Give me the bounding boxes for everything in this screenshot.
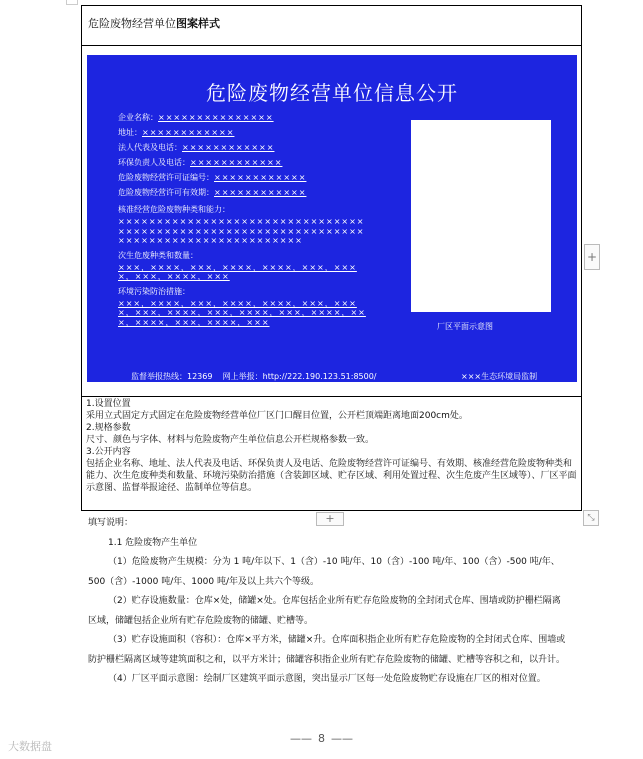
- site-plan-caption: 厂区平面示意图: [437, 322, 493, 331]
- note-heading-3: 3.公开内容: [86, 447, 131, 457]
- capability-label: 核准经营危险废物种类和能力：: [118, 205, 230, 214]
- note-heading-2: 2.规格参数: [86, 423, 131, 433]
- field-legal-rep: 法人代表及电话：××××××××××××: [118, 143, 275, 152]
- board-info-list: [118, 110, 368, 327]
- field-address: 地址：××××××××××××: [118, 128, 235, 137]
- field-env-manager: 环保负责人及电话：××××××××××××: [118, 158, 283, 167]
- instructions-title: 填写说明：: [88, 518, 134, 528]
- board-notes: [82, 396, 581, 494]
- site-plan-placeholder: [411, 120, 551, 312]
- table-header-row: [82, 6, 581, 46]
- page-number: —— 8 ——: [290, 732, 353, 745]
- add-column-button[interactable]: +: [584, 244, 600, 270]
- note-text-3: 包括企业名称、地址、法人代表及电话、环保负责人及电话、危险废物经营许可证编号、有效期、核准经营危险废物种类和能力、次生危废种类和数量、环境污染防治措施（含装卸区域、贮存区域、利用处置过程、次生危废产生区域等）、厂区平面示意图、监督举报途径、监制单位等信息。: [86, 459, 577, 493]
- info-disclosure-board: [87, 55, 577, 382]
- note-text-2: 尺寸、颜色与字体、材料与危险废物产生单位信息公开栏规格参数一致。: [86, 435, 375, 445]
- instructions-para-2: （2）贮存设施数量：仓库×处，储罐×处。仓库包括企业所有贮存危险废物的全封闭式仓库、围墙或防护栅栏隔离区域，储罐包括企业所有贮存危险废物的储罐、贮槽等。: [88, 596, 561, 626]
- note-heading-1: 1.设置位置: [86, 399, 131, 409]
- instructions-para-3: （3）贮存设施面积（容积）：仓库×平方米，储罐×升。仓库面积指企业所有贮存危险废物的全封闭式仓库、围墙或防护栅栏隔离区域等建筑面积之和，以平方米计；储罐容积指企业所有贮存危险废物的储罐、贮槽等容积之和，以升计。: [88, 635, 566, 665]
- instructions: [88, 514, 568, 690]
- capability-value: ××××××××××××××××××××××××××××××××××××××××××××××××××××××××××××××××××××××××××××××××××××××××: [118, 217, 365, 245]
- field-license-number: 危险废物经营许可证编号：××××××××××××: [118, 173, 307, 182]
- board-footer: 监督举报热线：12369 网上举报：http://222.190.123.51:8500/: [131, 372, 377, 381]
- board-title: 危险废物经营单位信息公开: [206, 81, 458, 105]
- field-license-validity: 危险废物经营许可有效期：××××××××××××: [118, 188, 307, 197]
- env-measures-label: 环境污染防治措施：: [118, 286, 190, 296]
- page-edge-marker: [66, 0, 78, 5]
- secondary-label: 次生危废种类和数量：: [118, 250, 198, 260]
- instructions-section-1: 1.1 危险废物产生单位: [108, 537, 198, 548]
- instructions-para-1: （1）危险废物产生规模：分为 1 吨/年以下、1（含）-10 吨/年、10（含）-100 吨/年、100（含）-500 吨/年、500（含）-1000 吨/年、1000 吨/年及以上共六个等级。: [88, 557, 560, 587]
- instructions-para-4: （4）厂区平面示意图：绘制厂区建筑平面示意图，突出显示厂区每一处危险废物贮存设施在厂区的相对位置。: [108, 674, 546, 684]
- env-measures-value: ×××，××××，×××，××××，××××，×××，××××，×××，××××，×××，××××，×××，××××，×××，××××，×××，××××，×××: [118, 298, 366, 327]
- table-header-title: 危险废物经营单位图案样式: [88, 17, 220, 30]
- secondary-value: ×××，××××，×××，××××，××××，×××，××××，×××，××××，×××: [118, 262, 357, 281]
- resize-table-handle[interactable]: ⤡: [583, 510, 599, 526]
- add-row-button[interactable]: +: [316, 512, 344, 526]
- board-template-table: [81, 5, 582, 511]
- note-text-1: 采用立式固定方式固定在危险废物经营单位厂区门口醒目位置，公开栏顶端距离地面200cm处。: [86, 411, 468, 421]
- watermark-text: 大数据盘: [8, 740, 52, 753]
- board-supervisor: ×××生态环境局监制: [461, 372, 538, 381]
- field-company-name: 企业名称：×××××××××××××××: [118, 113, 274, 122]
